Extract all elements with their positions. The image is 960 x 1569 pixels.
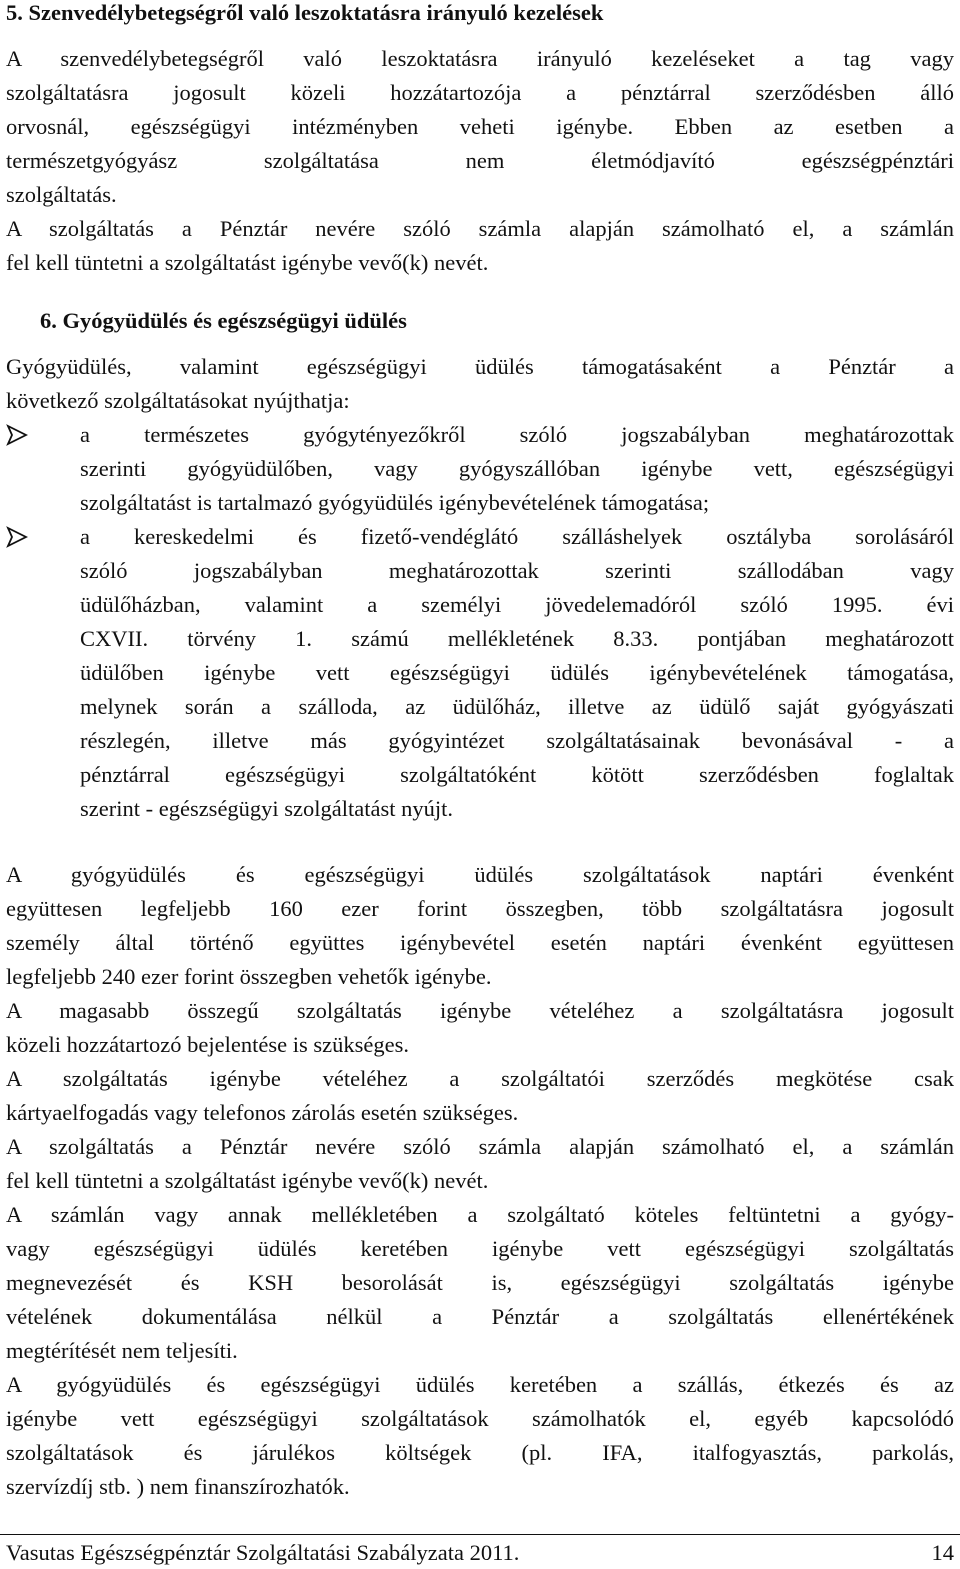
paragraph-line: vételének dokumentálása nélkül a Pénztár a szolgáltatás ellenértékének bbox=[6, 1304, 954, 1329]
section-5-line: A szenvedélybetegségről való leszoktatásra irányuló kezeléseket a tag vagy bbox=[6, 46, 954, 71]
bullet-1-line: a természetes gyógytényezőkről szóló jogszabályban meghatározottak bbox=[80, 422, 954, 447]
bullet-2-line: üdülőházban, valamint a személyi jövedelemadóról szóló 1995. évi bbox=[80, 592, 954, 617]
section-5-line: A szolgáltatás a Pénztár nevére szóló számla alapján számolható el, a számlán bbox=[6, 216, 954, 241]
paragraph-line: A gyógyüdülés és egészségügyi üdülés szolgáltatások naptári évenként bbox=[6, 862, 954, 887]
paragraph-line: személy által történő együttes igénybevétel esetén naptári évenként együttesen bbox=[6, 930, 954, 955]
paragraph-line: vagy egészségügyi üdülés keretében igénybe vett egészségügyi szolgáltatás bbox=[6, 1236, 954, 1261]
paragraph-line: együttesen legfeljebb 160 ezer forint összegben, több szolgáltatásra jogosult bbox=[6, 896, 954, 921]
paragraph-line: A magasabb összegű szolgáltatás igénybe vételéhez a szolgáltatásra jogosult bbox=[6, 998, 954, 1023]
section-6-intro-line: Gyógyüdülés, valamint egészségügyi üdülés támogatásaként a Pénztár a bbox=[6, 354, 954, 379]
paragraph-line: igénybe vett egészségügyi szolgáltatások számolhatók el, egyéb kapcsolódó bbox=[6, 1406, 954, 1431]
section-5-line: természetgyógyász szolgáltatása nem életmódjavító egészségpénztári bbox=[6, 148, 954, 173]
paragraph-line: A szolgáltatás a Pénztár nevére szóló számla alapján számolható el, a számlán bbox=[6, 1134, 954, 1159]
paragraph-line: szolgáltatások és járulékos költségek (pl. IFA, italfogyasztás, parkolás, bbox=[6, 1440, 954, 1465]
bullet-2-line: részlegén, illetve más gyógyintézet szolgáltatásainak bevonásával - a bbox=[80, 728, 954, 753]
bullet-2-line: szóló jogszabályban meghatározottak szerinti szállodában vagy bbox=[80, 558, 954, 583]
section-6-heading: 6. Gyógyüdülés és egészségügyi üdülés bbox=[40, 308, 407, 333]
paragraph-line: szervízdíj stb. ) nem finanszírozhatók. bbox=[6, 1474, 350, 1499]
arrowhead-bullet-icon bbox=[6, 424, 28, 446]
section-5-heading: 5. Szenvedélybetegségről való leszoktatásra irányuló kezelések bbox=[6, 0, 604, 25]
section-6-intro-line: következő szolgáltatásokat nyújthatja: bbox=[6, 388, 350, 413]
section-5-line: fel kell tüntetni a szolgáltatást igénybe vevő(k) nevét. bbox=[6, 250, 489, 275]
bullet-1-line: szolgáltatást is tartalmazó gyógyüdülés igénybevételének támogatása; bbox=[80, 490, 710, 515]
bullet-2-line: pénztárral egészségügyi szolgáltatóként kötött szerződésben foglaltak bbox=[80, 762, 954, 787]
arrowhead-bullet-icon bbox=[6, 526, 28, 548]
paragraph-line: megnevezését és KSH besorolását is, egészségügyi szolgáltatás igénybe bbox=[6, 1270, 954, 1295]
page-number: 14 bbox=[931, 1540, 954, 1565]
paragraph-line: A szolgáltatás igénybe vételéhez a szolgáltatói szerződés megkötése csak bbox=[6, 1066, 954, 1091]
bullet-2-line: üdülőben igénybe vett egészségügyi üdülés igénybevételének támogatása, bbox=[80, 660, 954, 685]
section-5-line: szolgáltatás. bbox=[6, 182, 117, 207]
bullet-2-line: a kereskedelmi és fizető-vendéglátó szálláshelyek osztályba sorolásáról bbox=[80, 524, 954, 549]
section-5-line: szolgáltatásra jogosult közeli hozzátartozója a pénztárral szerződésben álló bbox=[6, 80, 954, 105]
bullet-2-line: melynek során a szálloda, az üdülőház, illetve az üdülő saját gyógyászati bbox=[80, 694, 954, 719]
paragraph-line: közeli hozzátartozó bejelentése is szükséges. bbox=[6, 1032, 409, 1057]
paragraph-line: fel kell tüntetni a szolgáltatást igénybe vevő(k) nevét. bbox=[6, 1168, 489, 1193]
paragraph-line: A gyógyüdülés és egészségügyi üdülés keretében a szállás, étkezés és az bbox=[6, 1372, 954, 1397]
paragraph-line: kártyaelfogadás vagy telefonos zárolás esetén szükséges. bbox=[6, 1100, 519, 1125]
bullet-2-line: CXVII. törvény 1. számú mellékletének 8.33. pontjában meghatározott bbox=[80, 626, 954, 651]
paragraph-line: legfeljebb 240 ezer forint összegben vehetők igénybe. bbox=[6, 964, 492, 989]
footer-divider bbox=[0, 1534, 960, 1535]
bullet-1-line: szerinti gyógyüdülőben, vagy gyógyszállóban igénybe vett, egészségügyi bbox=[80, 456, 954, 481]
paragraph-line: A számlán vagy annak mellékletében a szolgáltató köteles feltüntetni a gyógy- bbox=[6, 1202, 954, 1227]
paragraph-line: megtérítését nem teljesíti. bbox=[6, 1338, 238, 1363]
bullet-2-line: szerint - egészségügyi szolgáltatást nyújt. bbox=[80, 796, 454, 821]
footer-title: Vasutas Egészségpénztár Szolgáltatási Szabályzata 2011. bbox=[6, 1540, 520, 1565]
section-5-line: orvosnál, egészségügyi intézményben veheti igénybe. Ebben az esetben a bbox=[6, 114, 954, 139]
